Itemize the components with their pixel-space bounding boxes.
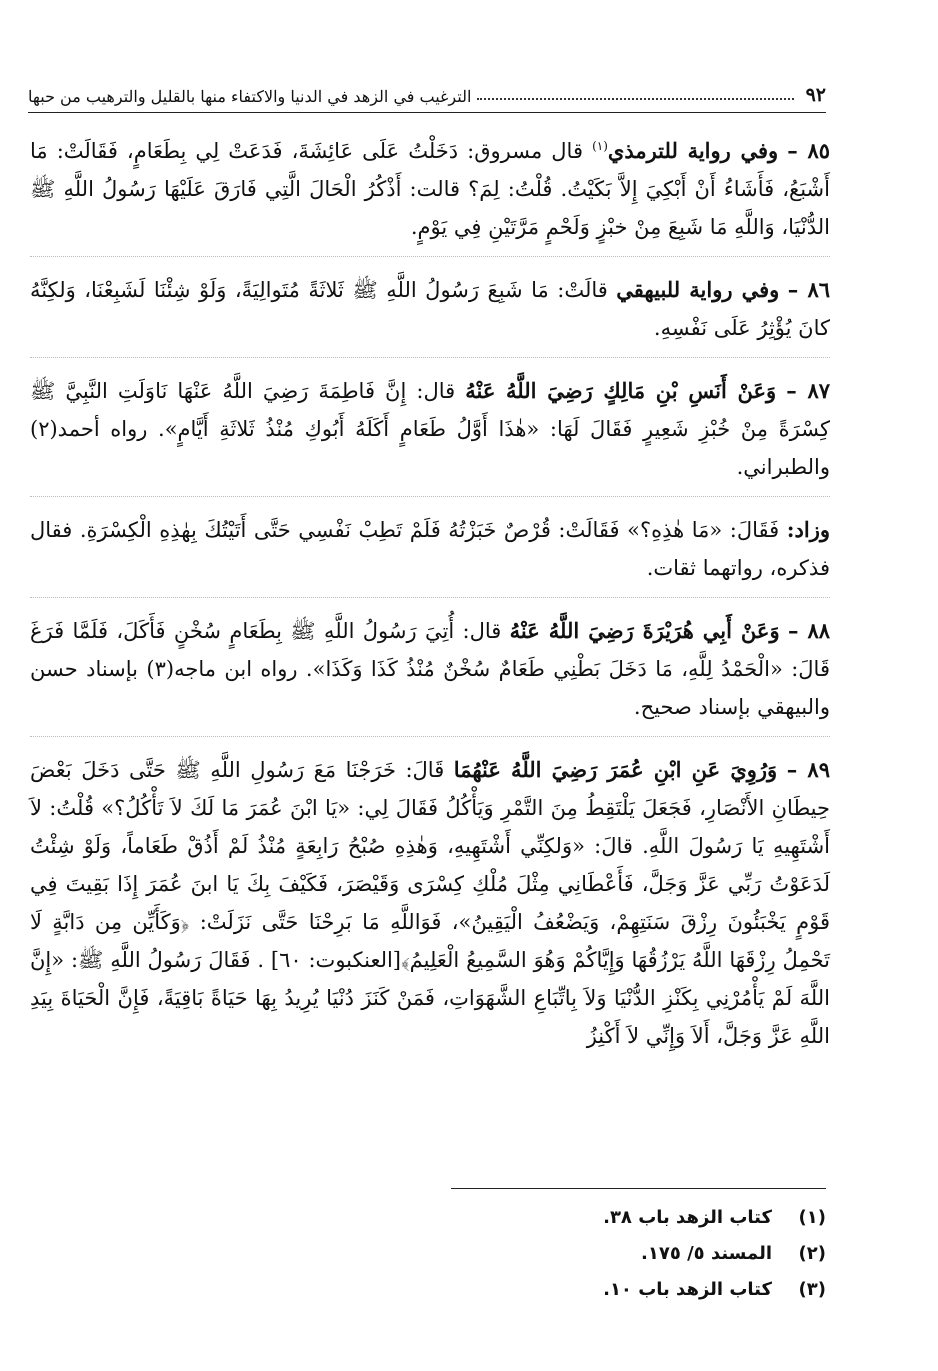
footnote-item	[326, 1236, 826, 1272]
footnote-item	[326, 1200, 826, 1236]
hadith-87	[30, 372, 830, 497]
hadith-86	[30, 271, 830, 358]
running-title: الترغيب في الزهد في الدنيا والاكتفاء منها بالقليل والترهيب من حبها	[28, 87, 472, 106]
header-dot-leader	[477, 86, 793, 100]
hadith-number: ٨٧ –	[786, 378, 830, 403]
footnote-text: كتاب الزهد باب ٣٨.	[603, 1207, 772, 1228]
footnote-text: المسند ٥/ ١٧٥.	[641, 1243, 772, 1264]
hadith-text: قال مسروق: دَخَلْتُ عَلَى عَائِشَةَ، فَدَعَتْ لِي بِطَعَامٍ، فَقَالَتْ: مَا أَشْبَعُ، فَأَشَاءُ أَنْ أَبْكِيَ إِلاَّ بَكَيْتُ. قُلْتُ: لِمَ؟ قالت: أَذْكُرُ الْحَالَ الَّتِي فَارَقَ عَلَيْهَا رَسُولُ اللَّهِ ﷺ الدُّنْيَا، وَاللَّهِ مَا شَبِعَ مِنْ خبْزٍ وَلَحْمٍ مَرَّتَيْنِ فِي يَوْمٍ.	[30, 139, 830, 239]
footnote-mark: (١)	[798, 1207, 826, 1228]
hadith-89	[30, 751, 830, 1065]
hadith-87-addition	[30, 511, 830, 598]
footnote-divider	[451, 1188, 826, 1189]
footnote-mark: (٣)	[798, 1279, 826, 1300]
footnote-mark: (٢)	[798, 1243, 826, 1264]
hadith-lead: وفي رواية للبيهقي	[616, 277, 780, 302]
main-text	[30, 132, 830, 1079]
hadith-number: ٨٥ –	[787, 138, 830, 163]
hadith-85	[30, 132, 830, 257]
page-number: ٩٢	[805, 84, 826, 106]
footnote-item	[326, 1272, 826, 1308]
hadith-number: ٨٨ –	[787, 618, 831, 643]
footnote-ref: (١)	[592, 139, 608, 153]
hadith-88	[30, 612, 830, 737]
hadith-text: قالَتْ: مَا شَبِعَ رَسُولُ اللَّهِ ﷺ ثَلاثَةً مُتَوالِيَةً، وَلَوْ شِئْنَا لَشَبِعْنَا، وَلكِنَّهُ كانَ يُؤْثِرُ عَلَى نَفْسِهِ.	[30, 278, 830, 340]
footnotes	[326, 1200, 826, 1308]
hadith-text: فَقَالَ: «مَا هٰذِهِ؟» فَقَالَتْ: قُرْصٌ خَبَزْتُهُ فَلَمْ تَطِبْ نَفْسِي حَتَّى أَتَيْتُكَ بِهٰذِهِ الْكِسْرَةِ. فقال فذكره، رواتهما ثقات.	[30, 518, 830, 580]
hadith-lead: وَعَنْ أَبِي هُرَيْرَةَ رَضِيَ اللَّهُ عَنْهُ	[509, 618, 780, 643]
hadith-number: ٨٦ –	[787, 277, 830, 302]
hadith-lead: وَعَنْ أَنَسِ بْنِ مَالِكٍ رَضِيَ اللَّهُ عَنْهُ	[465, 378, 777, 403]
hadith-text: قَالَ: خَرَجْنَا مَعَ رَسُولِ اللَّهِ ﷺ حَتَّى دَخَلَ بَعْضَ حِيطَانِ الأَنْصَارِ، فَجَعَلَ يَلْتَقِطُ مِنَ التَّمْرِ وَيَأْكُلُ فَقَالَ لِي: «يَا ابْنَ عُمَرَ مَا لَكَ لاَ تَأْكُلُ؟» قُلْتُ: لاَ أَشْتَهِيهِ يَا رَسُولَ اللَّهِ. قالَ: «وَلكِنِّي أَشْتَهِيهِ، وَهٰذِهِ صُبْحُ رَابِعَةٍ مُنْذُ لَمْ أَذُقْ طَعَاماً، وَلَوْ شِئْتُ لَدَعَوْتُ رَبِّي عَزَّ وَجَلَّ، فَأَعْطَانِي مِثْلَ مُلْكِ كِسْرَى وَقَيْصَرَ، فَكَيْفَ بِكَ يَا ابنَ عُمَرَ إِذَا بَقِيتَ فِي قَوْمٍ يَخْبَئُونَ رِزْقَ سَنَتِهِمْ، وَيَضْعُفُ الْيَقِينُ»، فَوَاللَّهِ مَا بَرِحْنَا حَتَّى نَزَلَتْ: ﴿وَكَأَيِّن مِن دَابَّةٍ لَا تَحْمِلُ رِزْقَهَا اللَّهُ يَرْزُقُهَا وَإِيَّاكُمْ وَهُوَ السَّمِيعُ الْعَلِيمُ﴾[العنكبوت: ٦٠] . فَقَالَ رَسُولُ اللَّهِ ﷺ: «إِنَّ اللَّهَ لَمْ يَأْمُرْنِي بِكَنْزِ الدُّنْيَا وَلاَ بِاتِّبَاعِ الشَّهَوَاتِ، فَمَنْ كَنَزَ دُنْيَا يُرِيدُ بِهَا حَيَاةً بَاقِيَةً، فَإِنَّ الْحَيَاةَ بِيَدِ اللَّهِ عَزَّ وَجَلَّ، أَلاَ وَإِنِّي لاَ أَكْنِزُ	[30, 758, 831, 1048]
hadith-number: ٨٩ –	[786, 757, 830, 782]
hadith-lead: وزاد:	[786, 517, 830, 542]
hadith-lead: وفي رواية للترمذي	[607, 138, 779, 163]
hadith-text: قال: إِنَّ فَاطِمَةَ رَضِيَ اللَّهُ عَنْهَا نَاوَلَتِ النَّبِيَّ ﷺ كِسْرَةً مِنْ خُبْزِ شَعِيرٍ فَقَالَ لَهَا: «هٰذَا أَوَّلُ طَعَامٍ أَكَلَهُ أَبُوكِ مُنْذُ ثَلاثَةِ أَيَّامٍ». رواه أحمد(٢) والطبراني.	[30, 379, 830, 479]
hadith-lead: وَرُوِيَ عَنِ ابْنِ عُمَرَ رَضِيَ اللَّهُ عَنْهُمَا	[453, 757, 778, 782]
footnote-text: كتاب الزهد باب ١٠.	[603, 1279, 772, 1300]
running-header	[28, 70, 826, 113]
hadith-text: قال: أُتِيَ رَسُولُ اللَّهِ ﷺ بِطَعَامٍ سُخْنٍ فَأَكَلَ، فَلَمَّا فَرَغَ قَالَ: «الْحَمْدُ لِلَّهِ، مَا دَخَلَ بَطْنِي طَعَامٌ سُخْنٌ مُنْذُ كَذَا وَكَذَا». رواه ابن ماجه(٣) بإسناد حسن والبيهقي بإسناد صحيح.	[30, 619, 830, 719]
